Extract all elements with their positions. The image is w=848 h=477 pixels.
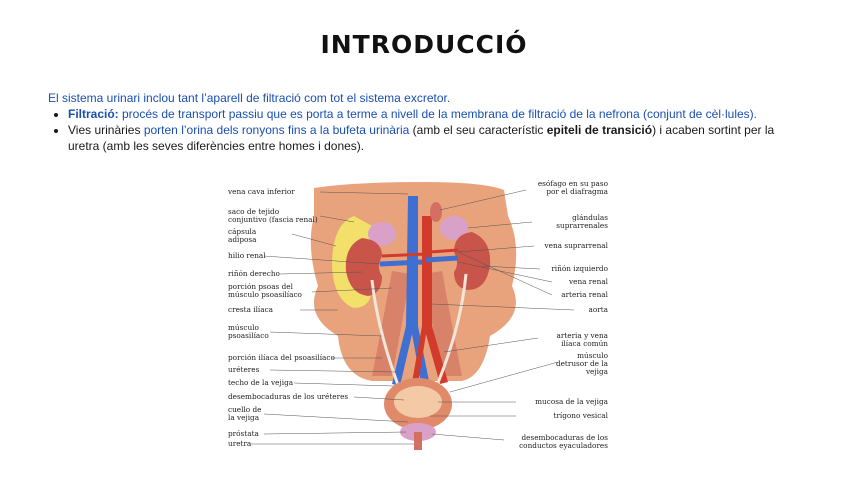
slide-title: INTRODUCCIÓ: [320, 30, 528, 59]
label-ureter-openings: desembocaduras de los uréteres: [228, 392, 349, 401]
filtration-definition: procés de transport passiu que es porta a terme a nivell de la membrana de filtració de la nefrona (conjunt de cèl·lules).: [118, 107, 758, 121]
urethra: [414, 432, 422, 450]
label-urethra: uretra: [228, 439, 252, 448]
label-psoas-portion: porción psoas del músculo psoasilíaco: [228, 282, 302, 299]
renal-vein-left: [426, 258, 458, 260]
urinary-system-figure: [222, 176, 612, 456]
label-adrenal-glands: glándulas suprarrenales: [556, 213, 608, 230]
bullet-list: [48, 106, 808, 154]
intro-paragraph: El sistema urinari inclou tant l’aparell de filtració com tot el sistema excretor.: [48, 91, 451, 105]
label-bladder-mucosa: mucosa de la vejiga: [535, 397, 608, 406]
label-bladder-neck: cuello de la vejiga: [228, 405, 262, 422]
bullet-filtration: [68, 106, 808, 122]
urinary-tract-pre: Vies urinàries: [68, 123, 144, 137]
label-iliac-vessels: arteria y vena ilíaca común: [556, 331, 608, 348]
renal-artery-left: [430, 250, 458, 252]
label-renal-artery: arteria renal: [561, 290, 608, 299]
renal-vein-right: [380, 262, 422, 264]
label-ureters: uréteres: [228, 365, 260, 374]
label-right-kidney: riñón derecho: [228, 269, 280, 278]
label-iliac-portion: porción ilíaca del psoasilíaco: [228, 353, 335, 362]
label-aorta: aorta: [588, 305, 608, 314]
transitional-epithelium-term: epiteli de transició: [546, 123, 653, 137]
label-vena-cava-inferior: vena cava inferior: [228, 187, 295, 196]
label-trigone: trígono vesical: [553, 411, 608, 420]
label-detrusor: músculo detrusor de la vejiga: [555, 351, 608, 376]
urinary-tract-highlight: porten l’orina dels ronyons fins a la bufeta urinària: [143, 123, 410, 137]
label-iliac-crest: cresta ilíaca: [228, 305, 274, 314]
label-bladder-roof: techo de la vejiga: [228, 378, 294, 387]
label-psoas-muscle: músculo psoasilíaco: [228, 323, 269, 340]
filtration-term: Filtració:: [68, 107, 119, 121]
label-renal-fascia: saco de tejido conjuntivo (fascia renal): [228, 207, 318, 224]
label-ejaculatory-ducts: desembocaduras de los conductos eyaculadores: [519, 433, 608, 450]
bullet-urinary-tract: [68, 122, 808, 154]
body-text: [48, 90, 808, 154]
label-prostate: próstata: [228, 429, 259, 438]
bladder-mucosa: [394, 386, 442, 418]
label-left-kidney: riñón izquierdo: [551, 264, 608, 273]
urinary-tract-mid: (amb el seu característic: [409, 123, 547, 137]
renal-artery-right: [382, 254, 426, 256]
label-renal-hilum: hilio renal: [228, 251, 266, 260]
label-esophagus: esófago en su paso por el diafragma: [537, 179, 608, 196]
label-renal-vein: vena renal: [569, 277, 608, 286]
esophagus: [430, 202, 442, 222]
label-adrenal-vein: vena suprarrenal: [544, 241, 608, 250]
label-adipose-capsule: cápsula adiposa: [228, 227, 257, 244]
urinary-tract-post: ) i acaben sortint per la uretra (amb les seves diferències entre homes i dones).: [68, 123, 775, 153]
